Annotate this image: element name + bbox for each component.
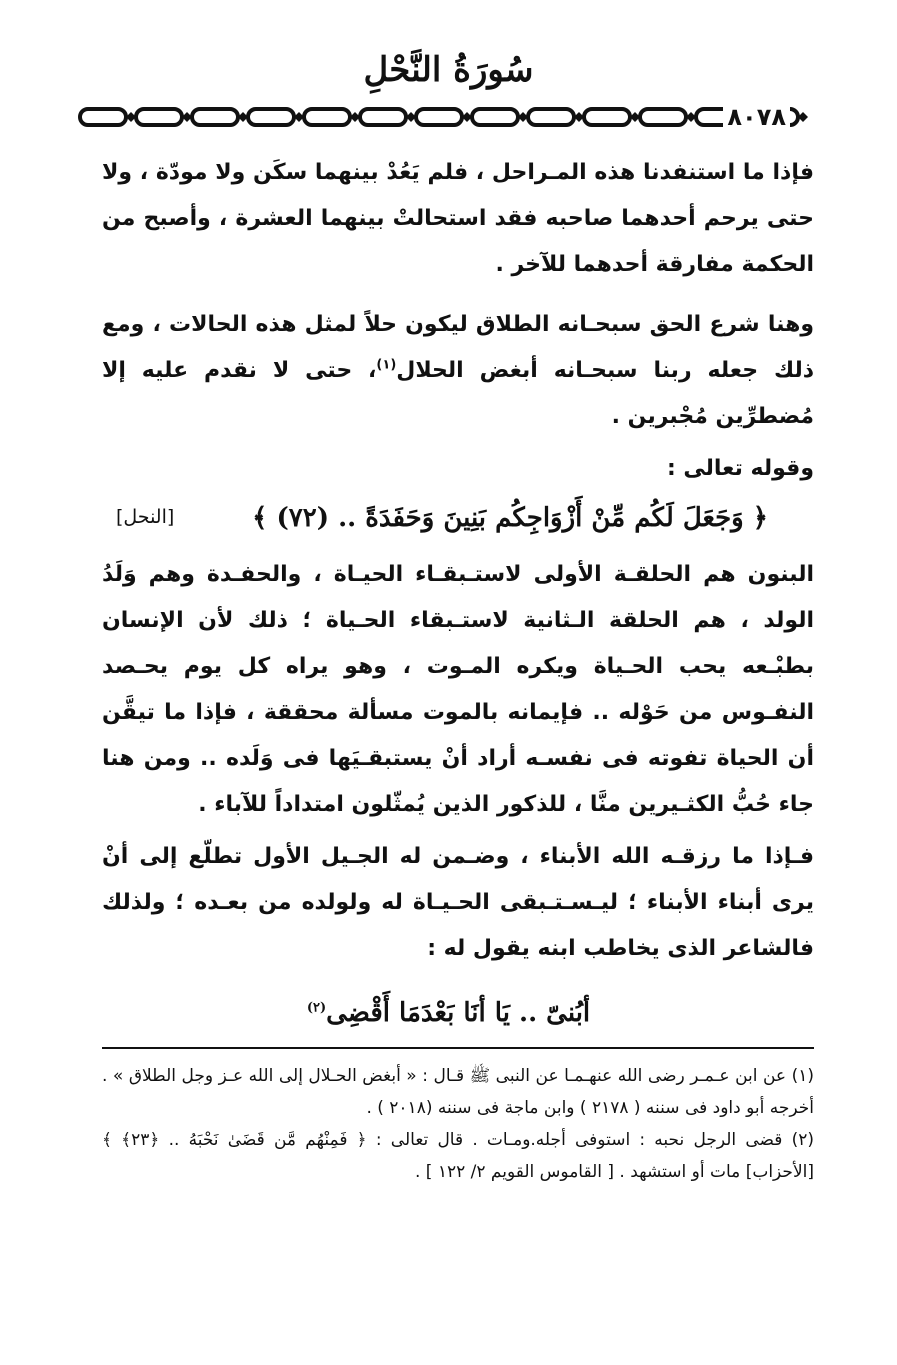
paragraph-2-text-b: ، حتى لا نقدم عليه إلا مُضطرِّين مُجْبرين . xyxy=(102,358,814,429)
paragraph-1: فإذا ما استنفدنا هذه المـراحل ، فلم يَعُدْ بينهما سكَن ولا مودّة ، ولا حتى يرحم أحدهما صاحبه فقد استحالتْ بينهما العشرة ، وأصبح من الحكمة مفارقة أحدهما للآخر . xyxy=(102,160,814,277)
chain-diamond xyxy=(798,112,808,122)
chain-link xyxy=(360,109,406,125)
surah-reference: [النحل] xyxy=(116,506,175,528)
surah-title: سُورَةُ النَّحْلِ xyxy=(363,50,534,90)
page-number: ٨٠٧٨ xyxy=(723,100,790,134)
poem-text: أبُنىّ .. يَا أنَا بَعْدَمَا أَقْضِى xyxy=(326,998,591,1028)
chain-link xyxy=(584,109,630,125)
paragraph-5: فـإذا ما رزقـه الله الأبناء ، وضـمن له الجـيل الأول تطلّع إلى أنْ يرى أبناء الأبناء ؛ ليـسـتـبقى الحـيـاة له ولولده من بعـده ؛ ولذلك فالشاعر الذى يخاطب ابنه يقول له : xyxy=(102,844,814,961)
chain-link xyxy=(80,109,126,125)
footnote-2: (٢) قضى الرجل نحبه : استوفى أجله.ومـات . قال تعالى : ﴿ فَمِنْهُم مَّن قَضَىٰ نَحْبَهُ .. ﴿٢٣﴾ ﴾ [الأحزاب] مات أو استشهد . [ القاموس القويم ٢/ ١٢٢ ] . xyxy=(102,1130,814,1182)
paragraph-4: البنون هم الحلقـة الأولى لاستـبقـاء الحيـاة ، والحفـدة وهم وَلَدُ الولد ، هم الحلقة الـثانية لاستـبقاء الحـياة ؛ ذلك لأن الإنسان بطبْـعه يحب الحـياة ويكره المـوت ، وهو يراه كل يوم يحـصد النفـوس من حَوْله .. فإيمانه بالموت مسألة محققة ، فإذا ما تيقَّن أن الحياة تفوته فى نفسـه أراد أنْ يستبقـيَها فى وَلَده .. ومن هنا جاء حُبُّ الكثـيرين منَّا ، للذكور الذين يُمثّلون امتداداً للآباء . xyxy=(102,562,814,817)
paragraph-2 xyxy=(102,302,814,440)
chain-link xyxy=(304,109,350,125)
chain-link xyxy=(528,109,574,125)
ornamental-chain-border xyxy=(78,100,830,134)
chain-link xyxy=(136,109,182,125)
chain-link xyxy=(472,109,518,125)
ayah-number: ٧٢ xyxy=(288,503,317,533)
header-ornament-band xyxy=(78,100,830,134)
verse-close-bracket: ﴾ xyxy=(252,503,268,533)
verse-intro: وقوله تعالى : xyxy=(666,456,814,481)
footnote-1: (١) عن ابن عـمـر رضى الله عنهـمـا عن النبى ﷺ قـال : « أبغض الحـلال إلى الله عـز وجل الطلاق » . أخرجه أبو داود فى سننه ( ٢١٧٨ ) وابن ماجة فى سننه (٢٠١٨ ) . xyxy=(102,1066,814,1118)
chain-link xyxy=(640,109,686,125)
verse-text-line xyxy=(252,494,768,542)
ayah-number-badge: (٧٢) xyxy=(276,503,329,533)
paragraph-2-text-a: وهنا شرع الحق سبحـانه الطلاق ليكون حلاً لمثل هذه الحالات ، ومع ذلك جعله ربنا سبحـانه أبغض الحلال xyxy=(102,312,814,383)
verse-open-bracket: ﴿ xyxy=(752,503,768,533)
footnote-ref-1: (١) xyxy=(376,357,397,373)
quran-verse xyxy=(102,494,814,542)
chain-link xyxy=(416,109,462,125)
chain-link xyxy=(248,109,294,125)
poem-verse xyxy=(0,988,897,1038)
verse-text: وَجَعَلَ لَكُم مِّنْ أَزْوَاجِكُم بَنِينَ وَحَفَدَةً .. xyxy=(338,503,744,533)
chain-link xyxy=(192,109,238,125)
footnotes xyxy=(102,1060,814,1188)
footnote-ref-2: (٢) xyxy=(306,1000,327,1016)
footnote-divider xyxy=(102,1047,814,1049)
